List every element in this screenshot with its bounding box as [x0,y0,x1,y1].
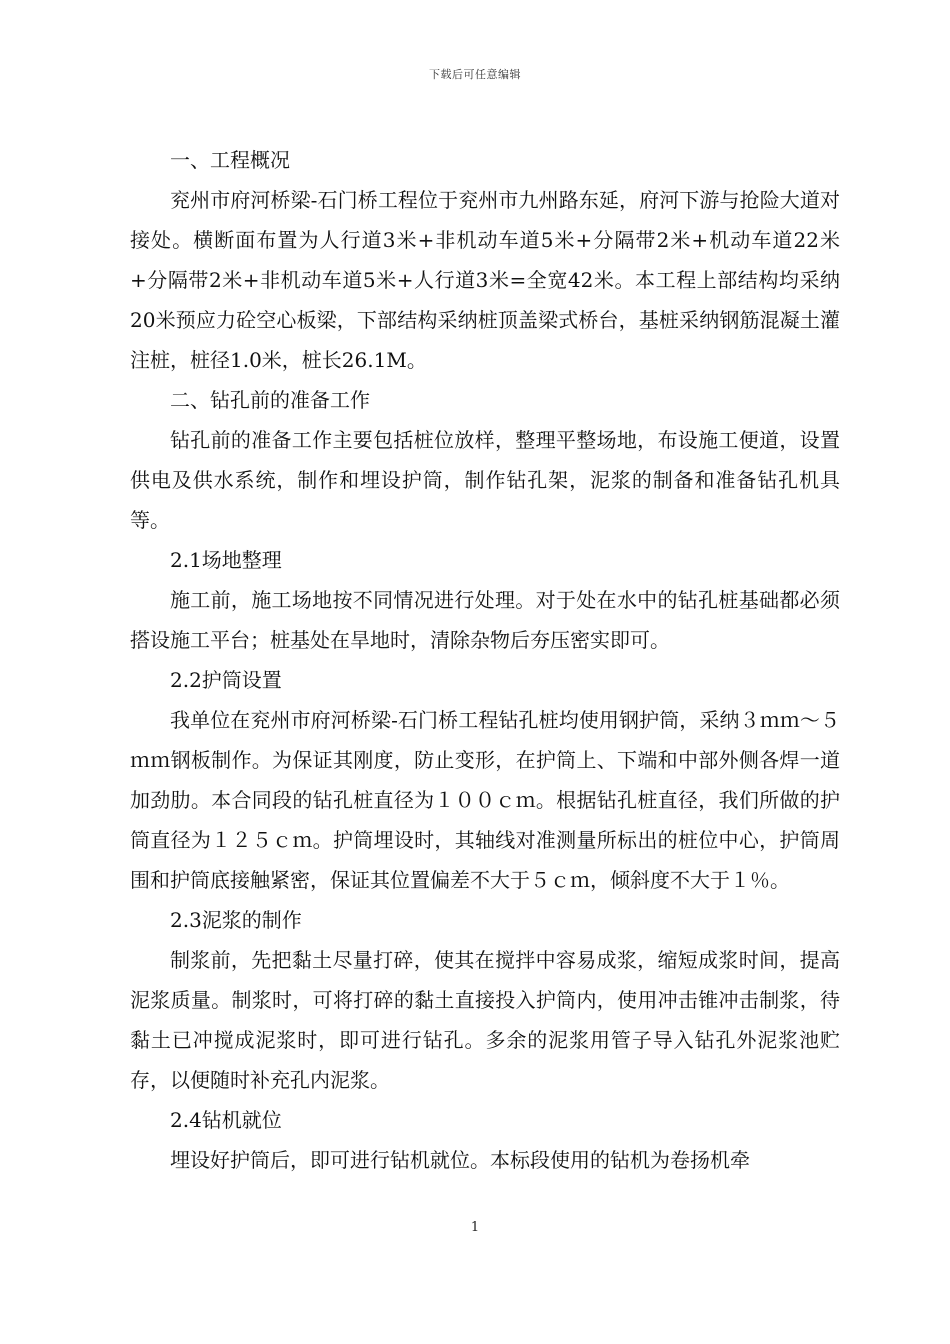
paragraph-overview: 兖州市府河桥梁-石门桥工程位于兖州市九州路东延，府河下游与抢险大道对接处。横断面布置为人行道3米+非机动车道5米+分隔带2米+机动车道22米+分隔带2米+非机动车道5米+人行道3米=全宽42米。本工程上部结构均采纳20米预应力砼空心板梁，下部结构采纳桩顶盖梁式桥台，基桩采纳钢筋混凝土灌注桩，桩径1.0米，桩长26.1M。 [130,188,840,372]
subheading-casing-setup: 2.2护筒设置 [170,668,282,692]
subheading-slurry-preparation: 2.3泥浆的制作 [170,908,302,932]
subheading-site-leveling: 2.1场地整理 [170,548,282,572]
paragraph-preparation: 钻孔前的准备工作主要包括桩位放样，整理平整场地，布设施工便道，设置供电及供水系统，制作和埋设护筒，制作钻孔架，泥浆的制备和准备钻孔机具等。 [130,428,840,532]
section-heading-preparation: 二、钻孔前的准备工作 [170,388,370,412]
header-note: 下载后可任意编辑 [429,68,521,81]
subheading-rig-positioning: 2.4钻机就位 [170,1108,282,1132]
paragraph-rig-positioning: 埋设好护筒后，即可进行钻机就位。本标段使用的钻机为卷扬机牵 [170,1148,750,1172]
section-heading-overview: 一、工程概况 [170,148,290,172]
paragraph-casing-setup: 我单位在兖州市府河桥梁-石门桥工程钻孔桩均使用钢护筒，采纳３ｍｍ～５ｍｍ钢板制作。为保证其刚度，防止变形，在护筒上、下端和中部外侧各焊一道加劲肋。本合同段的钻孔桩直径为１００ｃｍ。根据钻孔桩直径，我们所做的护筒直径为１２５ｃｍ。护筒埋设时，其轴线对准测量所标出的桩位中心，护筒周围和护筒底接触紧密，保证其位置偏差不大于５ｃｍ，倾斜度不大于１％。 [130,708,840,892]
page-number: 1 [470,1220,480,1235]
paragraph-site-leveling: 施工前，施工场地按不同情况进行处理。对于处在水中的钻孔桩基础都必须搭设施工平台；桩基处在旱地时，清除杂物后夯压密实即可。 [130,588,840,652]
document-body [130,140,840,1180]
paragraph-slurry-preparation: 制浆前，先把黏土尽量打碎，使其在搅拌中容易成浆，缩短成浆时间，提高泥浆质量。制浆时，可将打碎的黏土直接投入护筒内，使用冲击锥冲击制浆，待黏土已冲搅成泥浆时，即可进行钻孔。多余的泥浆用管子导入钻孔外泥浆池贮存，以便随时补充孔内泥浆。 [130,948,840,1092]
